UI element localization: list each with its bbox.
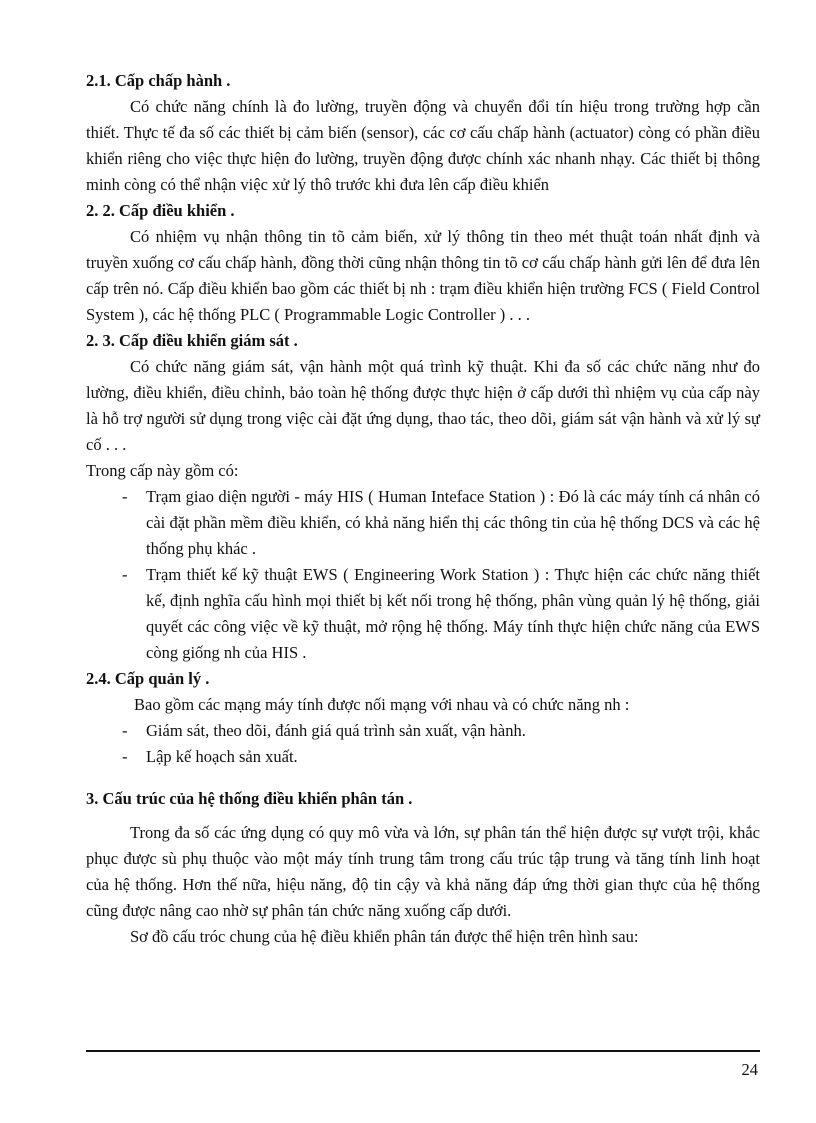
page-number: 24 — [741, 1060, 758, 1079]
list-item-text: Trạm giao diện người - máy HIS ( Human Inteface Station ) : Đó là các máy tính cá nhân có cài đặt phần mềm điều khiển, có khả năng hiển thị các thông tin của hệ thống DCS và các hệ thống phụ khác . — [146, 487, 760, 558]
footer-divider — [86, 1050, 760, 1052]
dash-bullet: - — [122, 721, 128, 740]
list-item — [86, 484, 760, 562]
section-paragraph-2-4: Bao gồm các mạng máy tính được nối mạng với nhau và có chức năng nh : — [134, 695, 630, 714]
list-item — [86, 562, 760, 666]
section-intro-2-3: Trong cấp này gồm có: — [86, 461, 239, 480]
section-heading-2-4: 2.4. Cấp quản lý . — [86, 669, 210, 688]
list-item — [86, 744, 760, 770]
list-item-text: Trạm thiết kế kỹ thuật EWS ( Engineering Work Station ) : Thực hiện các chức năng thiết kế, định nghĩa cấu hình mọi thiết bị kết nối trong hệ thống, phân vùng quản lý hệ thống, giải quyết các công việc về kỹ thuật, mở rộng hệ thống. Máy tính thực hiện chức năng của EWS còng giống nh của HIS . — [146, 565, 760, 662]
section-paragraph-3-a: Trong đa số các ứng dụng có quy mô vừa và lớn, sự phân tán thể hiện được sự vượt trội, khắc phục được sù phụ thuộc vào một máy tính trung tâm trong cấu trúc tập trung và tăng tính linh hoạt của hệ thống. Hơn thế nữa, hiệu năng, độ tin cậy và khả năng đáp ứng thời gian thực của hệ thống cũng được nâng cao nhờ sự phân tán chức năng xuống cấp dưới. — [86, 823, 760, 920]
spacer — [86, 770, 760, 786]
bullet-list-2-3 — [86, 484, 760, 666]
list-item-text: Lập kế hoạch sản xuất. — [146, 747, 298, 766]
section-paragraph-2-3: Có chức năng giám sát, vận hành một quá trình kỹ thuật. Khi đa số các chức năng như đo lường, điều khiển, điều chỉnh, bảo toàn hệ thống được thực hiện ở cấp dưới thì nhiệm vụ của cấp này là hỗ trợ người sử dụng trong việc cài đặt ứng dụng, thao tác, theo dõi, giám sát vận hành và xử lý sự cố . . . — [86, 357, 760, 454]
dash-bullet: - — [122, 747, 128, 766]
document-body — [86, 68, 760, 950]
section-heading-2-3: 2. 3. Cấp điều khiển giám sát . — [86, 331, 298, 350]
dash-bullet: - — [122, 565, 128, 584]
section-heading-3: 3. Cấu trúc của hệ thống điều khiển phân tán . — [86, 789, 413, 808]
section-paragraph-3-b: Sơ đồ cấu tróc chung của hệ điều khiển phân tán được thể hiện trên hình sau: — [130, 927, 639, 946]
dash-bullet: - — [122, 487, 128, 506]
section-heading-2-1: 2.1. Cấp chấp hành . — [86, 71, 231, 90]
section-paragraph-2-2: Có nhiệm vụ nhận thông tin tõ cảm biến, xử lý thông tin theo mét thuật toán nhất định và truyền xuống cơ cấu chấp hành, đồng thời cũng nhận thông tin tõ cơ cấu chấp hành gửi lên để đưa lên cấp trên nó. Cấp điều khiển bao gồm các thiết bị nh : trạm điều khiển hiện trường FCS ( Field Control System ), các hệ thống PLC ( Programmable Logic Controller ) . . . — [86, 227, 760, 324]
list-item-text: Giám sát, theo dõi, đánh giá quá trình sản xuất, vận hành. — [146, 721, 526, 740]
spacer — [86, 812, 760, 820]
bullet-list-2-4 — [86, 718, 760, 770]
section-paragraph-2-1: Có chức năng chính là đo lường, truyền động và chuyển đổi tín hiệu trong trường hợp cần thiết. Thực tế đa số các thiết bị cảm biến (sensor), các cơ cấu chấp hành (actuator) còng có phần điều khiển riêng cho việc thực hiện đo lường, truyền động được chính xác nhanh nhạy. Các thiết bị thông minh còng có thể nhận việc xử lý thô trước khi đưa lên cấp điều khiển — [86, 97, 760, 194]
section-heading-2-2: 2. 2. Cấp điều khiển . — [86, 201, 235, 220]
list-item — [86, 718, 760, 744]
